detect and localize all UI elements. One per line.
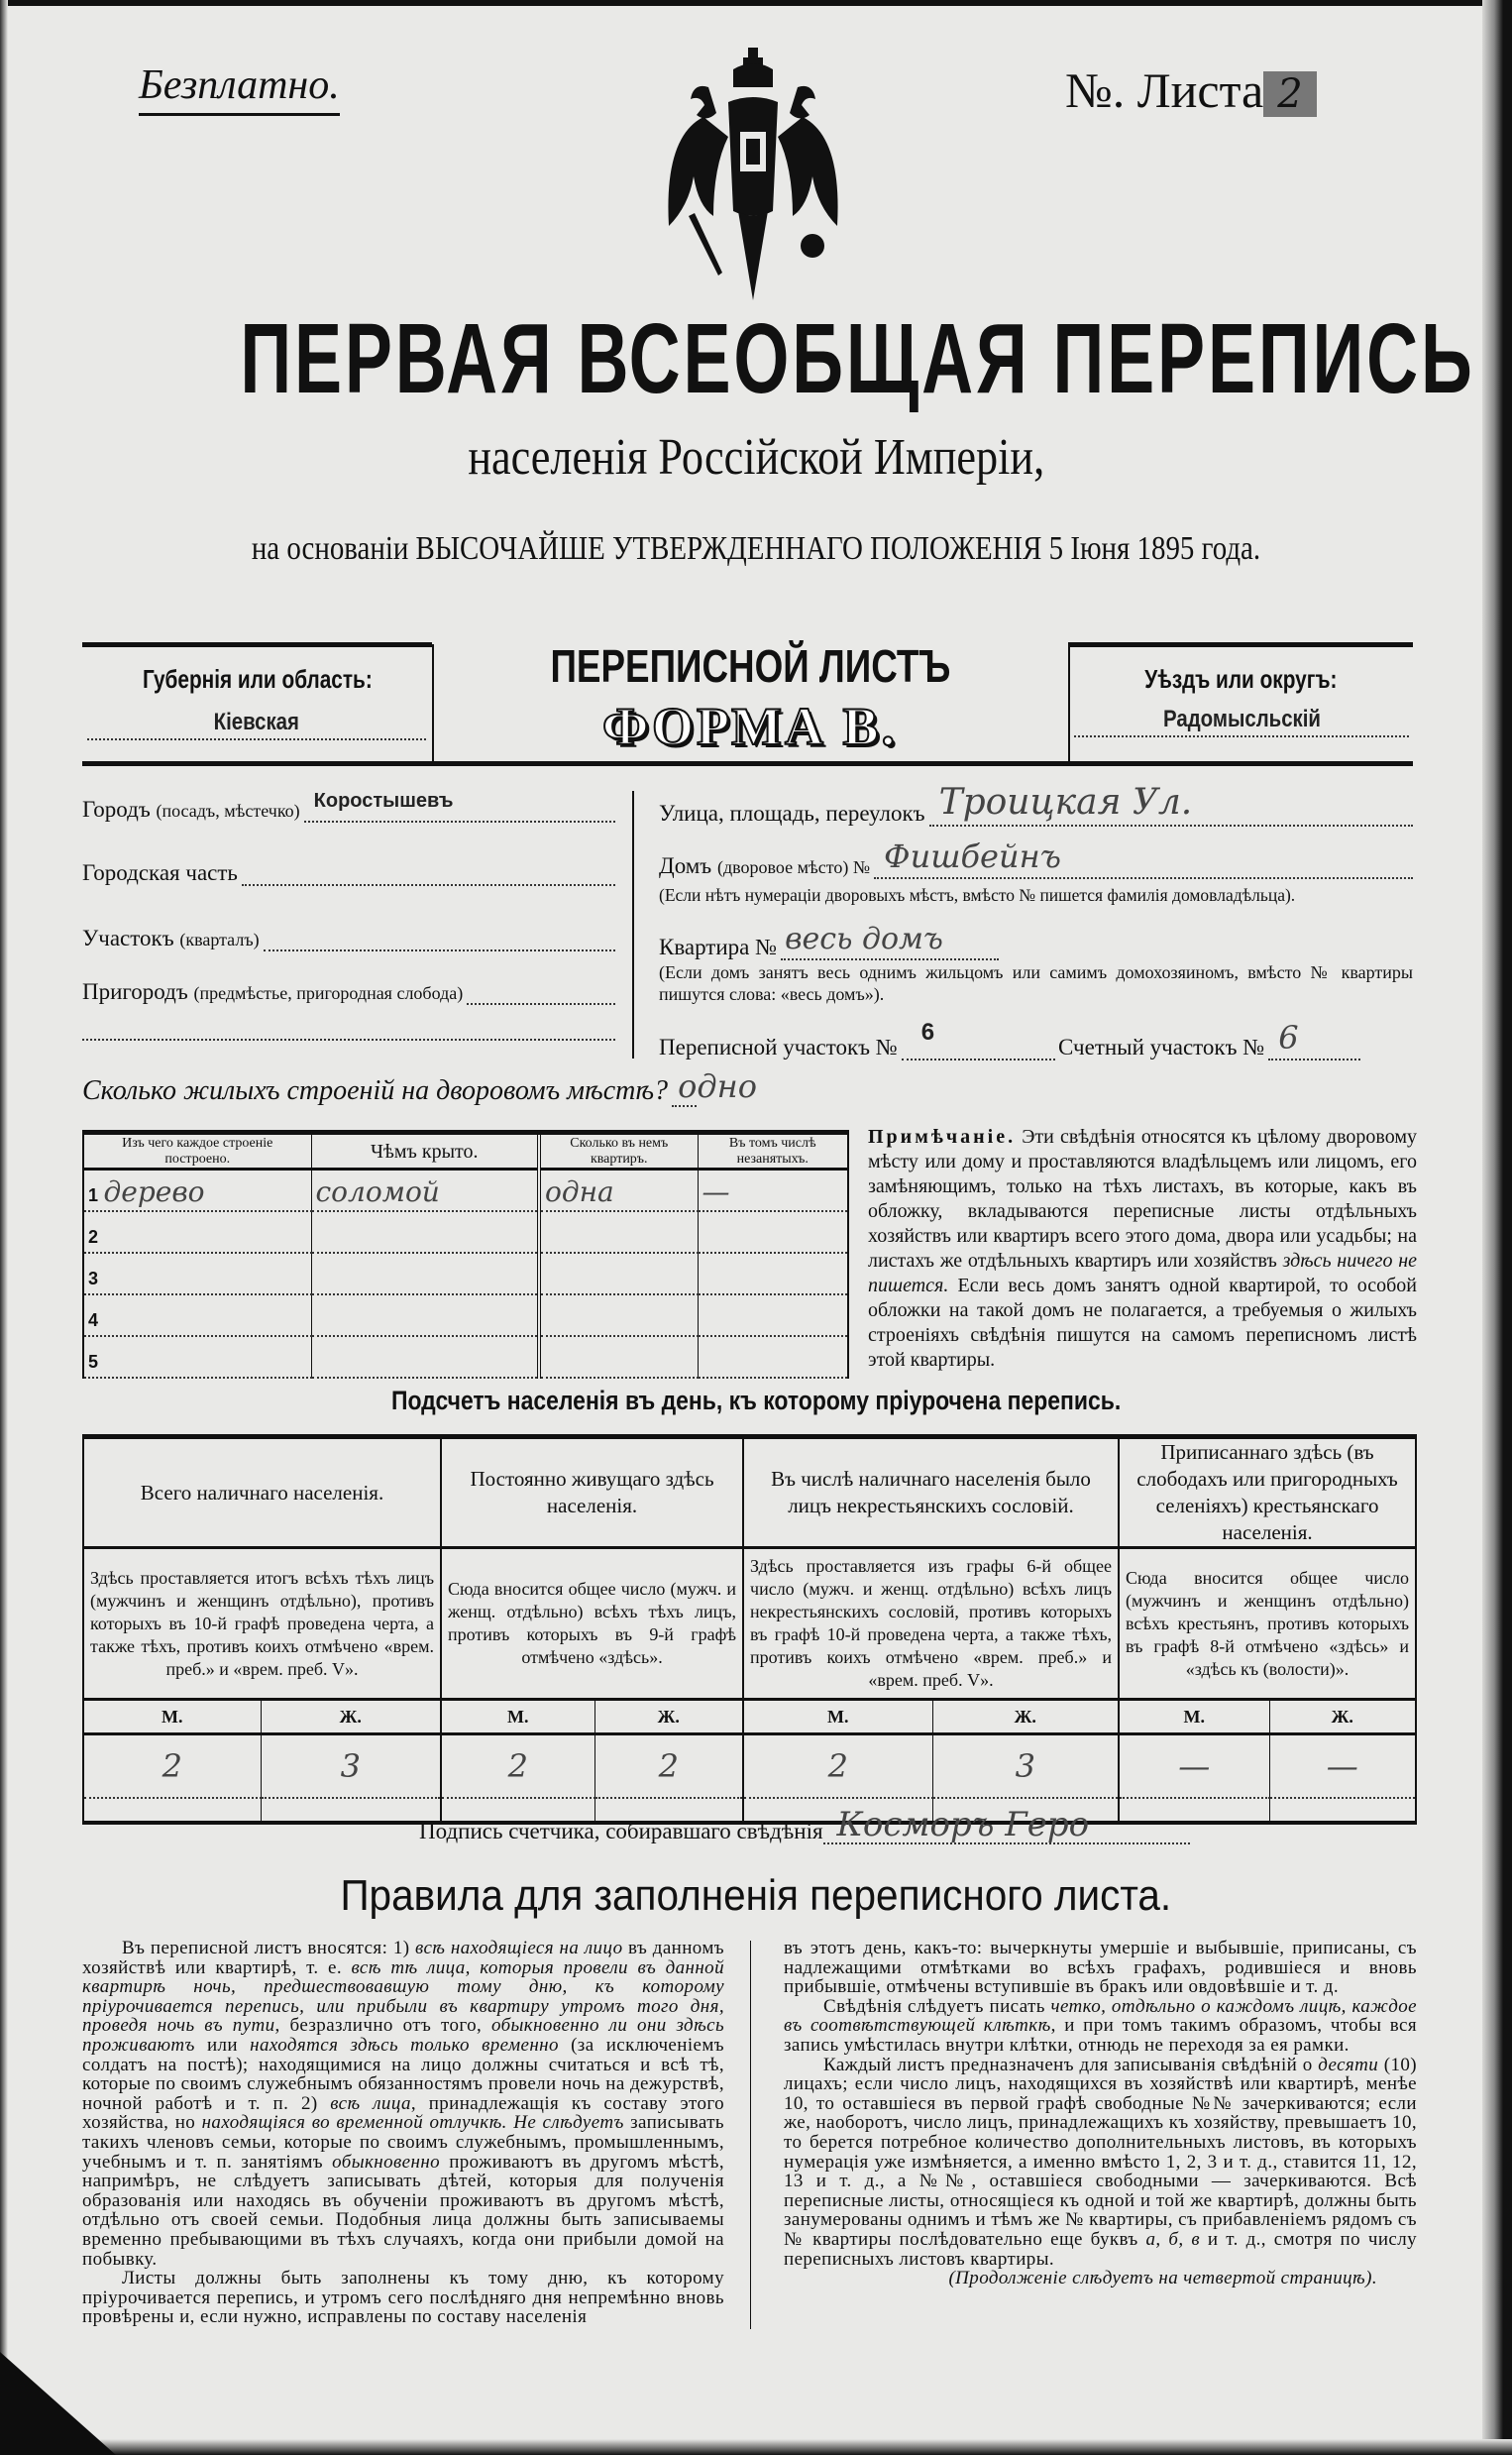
male-count-value: 2 — [162, 1747, 182, 1785]
structure-material-cell[interactable] — [83, 1170, 311, 1212]
male-count-cell[interactable] — [1119, 1734, 1269, 1799]
rules-text: Листы должны быть заполнены къ тому дню, къ которому пріурочивается перепись, и утромъ сего послѣдняго дня непремѣнно вновь провѣрены и, если нужно, исправлены по составу населенія — [82, 2268, 724, 2328]
count-column-header: Приписаннаго здѣсь (въ слободахъ или пригородныхъ селеніяхъ) крестьянскаго населенія. — [1119, 1437, 1416, 1548]
female-count-cell[interactable] — [594, 1734, 743, 1799]
structure-roof-cell[interactable] — [311, 1294, 539, 1336]
female-count-value: 3 — [340, 1747, 361, 1785]
rules-text: въ данномъ хозяйствѣ или квартирѣ, т. е. — [82, 1938, 724, 1978]
province-label: Губернія или область: — [142, 664, 373, 694]
structure-row — [83, 1211, 848, 1253]
male-label: М. — [1119, 1700, 1269, 1734]
district-value: Радомысльскій — [1162, 706, 1321, 732]
rules-column-divider — [750, 1941, 751, 2329]
male-count-cell[interactable] — [83, 1734, 261, 1799]
house-field[interactable] — [659, 837, 1413, 879]
legal-basis-line: на основаніи ВЫСОЧАЙШЕ УТВЕРЖДЕННАГО ПОЛОЖЕНІЯ 5 Іюня 1895 года. — [251, 530, 1261, 567]
census-district-label: Переписной участокъ № — [659, 1035, 898, 1060]
structure-apartments-cell[interactable] — [539, 1253, 698, 1294]
blank-cell — [1269, 1798, 1416, 1823]
female-label: Ж. — [594, 1700, 743, 1734]
count-column-header: Постоянно живущаго здѣсь населенія. — [441, 1437, 743, 1548]
province-value: Кіевская — [213, 709, 300, 735]
signature-value: Косморъ Геро — [836, 1805, 1090, 1844]
structure-roof-cell[interactable] — [311, 1253, 539, 1294]
structure-apartments-value: одна — [545, 1175, 614, 1208]
row-number: 1 — [88, 1185, 99, 1205]
street-field[interactable] — [659, 782, 1413, 827]
male-label: М. — [441, 1700, 594, 1734]
structure-vacant-cell[interactable] — [698, 1170, 848, 1212]
box-top-rule-right — [1068, 642, 1413, 647]
structure-apartments-cell[interactable] — [539, 1170, 698, 1212]
structure-row — [83, 1294, 848, 1336]
population-count-table — [82, 1434, 1417, 1825]
male-count-value: 2 — [827, 1747, 848, 1785]
structures-answer: одно — [678, 1067, 757, 1105]
torn-corner — [0, 2326, 258, 2455]
structure-vacant-cell[interactable] — [698, 1253, 848, 1294]
precinct-label: Участокъ — [82, 926, 174, 950]
apartment-label: Квартира № — [659, 935, 778, 959]
signature-label: Подпись счетчика, собиравшаго свѣдѣнія — [419, 1819, 823, 1843]
sheet-number-label: №. Листа — [1065, 62, 1264, 118]
blank-line — [82, 1039, 615, 1041]
female-count-cell[interactable] — [261, 1734, 441, 1799]
note-text: Эти свѣдѣнія относятся къ цѣлому дворовому мѣсту или дому и проставляются владѣльцемъ или лицомъ, его замѣняющимъ, только на тѣхъ листахъ, въ которые, какъ въ обложку, вкладываются переписные листы отдѣльныхъ хозяйствъ или квартиръ всего этого дома, двора или усадьбы; на листахъ же отдѣльныхъ квартиръ или хозяйствъ — [868, 1126, 1417, 1272]
structure-apartments-cell[interactable] — [539, 1211, 698, 1253]
rules-emphasis: обыкновенно — [332, 2151, 441, 2173]
note-lead: Примѣчаніе. — [868, 1126, 1017, 1148]
city-part-field[interactable] — [82, 852, 615, 886]
population-count-title: Подсчетъ населенія въ день, къ которому пріурочена перепись. — [390, 1386, 1122, 1415]
rules-text: , безразлично отъ того, — [274, 2015, 491, 2037]
structure-roof-value: соломой — [315, 1175, 440, 1208]
structures-note — [868, 1125, 1417, 1373]
apartment-field[interactable] — [659, 922, 1095, 960]
rules-paragraph — [784, 1939, 1417, 1997]
rules-right-column — [784, 1939, 1417, 2288]
free-of-charge-label: Безплатно. — [139, 61, 340, 116]
rules-emphasis: обыкновенно ли они здѣсь проживаютъ — [82, 2015, 725, 2056]
female-count-value: 3 — [1015, 1747, 1035, 1785]
house-note: (Если нѣтъ нумераціи дворовыхъ мѣстъ, вмѣсто № пишется фамилія домовладѣльца). — [659, 885, 1296, 905]
scan-edge-bottom — [0, 2439, 1512, 2455]
structure-vacant-cell[interactable] — [698, 1336, 848, 1378]
census-subtitle: населенія Россійской Имперіи, — [468, 429, 1044, 486]
house-label: Домъ — [659, 853, 712, 878]
rules-text: Свѣдѣнія слѣдуетъ писать — [823, 1995, 1051, 2017]
rules-text: или — [194, 2034, 251, 2056]
rules-emphasis: всѣ находящіеся на лицо — [415, 1938, 623, 1958]
row-number: 4 — [88, 1310, 99, 1330]
scan-edge-top — [0, 0, 1512, 6]
rules-emphasis: всѣ тѣ лица, которыя провели въ данной квартирѣ ночь, предшествовавшую тому дню, къ которому пріурочивается перепись, или прибыли въ квартиру утромъ того дня, проведя ночь въ пути — [82, 1956, 724, 2037]
census-district-value: 6 — [920, 1019, 935, 1046]
structures-answer-field[interactable] — [672, 1067, 757, 1107]
precinct-field[interactable] — [82, 918, 615, 951]
structures-question-text: Сколько жилыхъ строеній на дворовомъ мѣстѣ? — [82, 1075, 669, 1106]
rules-emphasis: десяти — [1318, 2054, 1379, 2075]
rules-title: Правила для заполненія переписного листа. — [340, 1871, 1172, 1920]
city-field[interactable] — [82, 789, 615, 823]
box-top-rule-left — [82, 642, 432, 647]
city-label: Городъ — [82, 797, 151, 822]
form-name: ФОРМА В. — [602, 697, 898, 756]
female-count-value: 2 — [658, 1747, 679, 1785]
structure-roof-cell[interactable] — [311, 1211, 539, 1253]
structure-vacant-cell[interactable] — [698, 1211, 848, 1253]
structure-roof-cell[interactable] — [311, 1336, 539, 1378]
rules-left-column — [82, 1939, 724, 2327]
structure-material-cell[interactable] — [83, 1336, 311, 1378]
female-count-cell[interactable] — [932, 1734, 1119, 1799]
city-hint: (посадъ, мѣстечко) — [156, 801, 300, 821]
sheet-number — [1065, 61, 1317, 119]
rules-emphasis: четко, отдѣльно о каждомъ лицѣ, каждое въ соотвѣтствующей клѣткѣ — [784, 1995, 1417, 2037]
header-material: Изъ чего каждое строеніе построено. — [83, 1133, 311, 1170]
rules-text: , и при томъ такимъ образомъ, чтобы вся запись умѣстилась внутри клѣтки, отнюдь не переходя за ея рамки. — [784, 2015, 1417, 2056]
rules-text: Въ переписной листъ вносятся: 1) — [122, 1938, 416, 1958]
structures-question — [82, 1067, 757, 1107]
blank-cell — [261, 1798, 441, 1823]
street-label: Улица, площадь, переулокъ — [659, 801, 925, 826]
female-label: Ж. — [932, 1700, 1119, 1734]
blank-cell — [83, 1798, 261, 1823]
suburb-field[interactable] — [82, 971, 615, 1005]
apartment-note: (Если домъ занятъ весь однимъ жильцомъ или самимъ домохозяиномъ, вмѣсто № квартиры пишутся слова: «весь домъ»). — [659, 962, 1413, 1004]
city-value: Коростышевъ — [313, 790, 454, 812]
house-hint: (дворовое мѣсто) № — [716, 857, 871, 877]
province-field[interactable] — [87, 709, 426, 740]
rules-paragraph — [82, 2269, 724, 2327]
row-number: 5 — [88, 1352, 99, 1372]
district-label: Уѣздъ или округъ: — [1143, 664, 1338, 694]
rules-text: и т. д., смотря по числу переписныхъ листовъ квартиры. — [784, 2228, 1417, 2270]
count-column-description: Сюда вносится общее число (мужчинъ и женщинъ отдѣльно) всѣхъ крестьянъ, противъ которыхъ въ графѣ 8-й отмѣчено «здѣсь» и «здѣсь къ (волости)». — [1119, 1548, 1416, 1700]
structures-table — [82, 1130, 849, 1379]
rules-text: , принадлежащія къ составу этого хозяйства, но — [82, 2092, 724, 2134]
rules-text: въ этотъ день, какъ-то: вычеркнуты умершіе и выбывшіе, приписаны, съ надлежащими отмѣтками во всѣхъ графахъ, родившіеся и вновь прибывшіе, отмѣчены вступившіе въ бракъ или овдовѣвшіе и т. д. — [784, 1938, 1417, 1998]
header-roof: Чѣмъ крыто. — [311, 1133, 539, 1170]
structure-apartments-cell[interactable] — [539, 1294, 698, 1336]
structure-row — [83, 1336, 848, 1378]
note-text: Если весь домъ занятъ одной квартирой, то особой обложки на такой домъ не полагается, а требуемыя о жилыхъ строеніяхъ свѣдѣнія пишутся на самомъ переписномъ листѣ этой квартиры. — [868, 1275, 1417, 1371]
rules-text: записывать такихъ членовъ семьи, которые по своимъ служебнымъ, промышленнымъ, учебнымъ и т. п. занятіямъ — [82, 2112, 724, 2173]
male-label: М. — [83, 1700, 261, 1734]
structure-roof-cell[interactable] — [311, 1170, 539, 1212]
rules-text: (10) лицахъ; если число лицъ, находящихся въ хозяйствѣ или квартирѣ, менѣе 10, то оставшіеся въ первой графѣ свободные №№ зачеркиваются; если же, наоборотъ, число лицъ, принадлежащихъ къ хозяйству, превышаетъ 10, то берется потребное количество дополнительныхъ листовъ, въ которыхъ нумерація уже измѣняется, а именно вмѣсто 1, 2, 3 и т. д., ставится 11, 12, 13 и т. д., а №№, оставшіеся свободными — зачеркиваются. Всѣ переписные листы, относящіеся къ одной и той же квартирѣ, должны быть занумерованы однимъ и тѣмъ же № квартиры, съ прибавленіемъ рядомъ съ № квартиры послѣдовательно еще буквъ — [784, 2054, 1418, 2250]
precinct-hint: (кварталъ) — [179, 930, 260, 949]
address-divider — [632, 791, 634, 1059]
rules-emphasis: находящіяся во временной отлучкѣ. Не слѣдуетъ — [201, 2112, 624, 2134]
district-field[interactable] — [1074, 706, 1409, 737]
rules-paragraph — [784, 1997, 1417, 2056]
house-value: Фишбейнъ — [884, 837, 1061, 875]
structure-row — [83, 1170, 848, 1212]
count-column-header: Въ числѣ наличнаго населенія было лицъ некрестьянскихъ сословій. — [743, 1437, 1119, 1548]
structure-material-cell[interactable] — [83, 1294, 311, 1336]
rules-text: проживаютъ въ другомъ мѣстѣ, напримѣръ, не слѣдуетъ записывать дѣтей, которыя для полученія образованія или находясь въ обученіи проживаютъ въ другомъ мѣстѣ, отдѣльно отъ своей семьи. Подобныя лица должны быть записываемы временно пребывающими въ тѣхъ случаяхъ, когда они прибыли домой на побывку. — [82, 2151, 724, 2270]
street-value: Троицкая Ул. — [938, 782, 1193, 823]
structure-material-value: дерево — [103, 1175, 205, 1208]
box-bottom-rule — [82, 761, 1413, 766]
enumerator-signature — [419, 1805, 1190, 1844]
suburb-hint: (предмѣстье, пригородная слобода) — [193, 983, 464, 1003]
structures-table-header — [83, 1133, 848, 1170]
structure-material-cell[interactable] — [83, 1253, 311, 1294]
rules-paragraph — [82, 1939, 724, 2269]
female-label: Ж. — [1269, 1700, 1416, 1734]
form-title: ПЕРЕПИСНОЙ ЛИСТЪ — [550, 640, 950, 692]
rules-emphasis: находятся здѣсь только временно — [250, 2034, 559, 2056]
rules-emphasis: а, б, в — [1145, 2228, 1201, 2250]
female-count-cell[interactable] — [1269, 1734, 1416, 1799]
row-number: 3 — [88, 1269, 99, 1288]
count-district-label: Счетный участокъ № — [1058, 1035, 1265, 1060]
female-label: Ж. — [261, 1700, 441, 1734]
structure-material-cell[interactable] — [83, 1211, 311, 1253]
census-title: ПЕРВАЯ ВСЕОБЩАЯ ПЕРЕПИСЬ — [240, 303, 1475, 414]
count-column-header: Всего наличнаго населенія. — [83, 1437, 441, 1548]
rules-paragraph — [784, 2056, 1417, 2270]
structure-row — [83, 1253, 848, 1294]
header-vacant: Въ томъ числѣ незанятыхъ. — [698, 1133, 848, 1170]
female-count-value: — — [1326, 1747, 1358, 1785]
rules-emphasis: всѣ лица — [330, 2092, 411, 2114]
signature-field[interactable] — [823, 1805, 1190, 1844]
count-column-description: Здѣсь проставляется изъ графы 6-й общее число (мужч. и женщ. отдѣльно) всѣхъ лицъ некрестьянскихъ сословій, противъ которыхъ въ графѣ 10-й проведена черта, а также тѣхъ, противъ коихъ отмѣчено «врем. преб.» и «врем. преб. V». — [743, 1548, 1119, 1700]
row-number: 2 — [88, 1227, 99, 1247]
count-column-description: Сюда вносится общее число (мужч. и женщ. отдѣльно) всѣхъ тѣхъ лицъ, противъ которыхъ въ 9-й графѣ отмѣчено «здѣсь». — [441, 1548, 743, 1700]
rules-text: (за исключеніемъ солдатъ на постѣ); находящимися на лицо должны считаться и всѣ тѣ, которые по своимъ служебнымъ обязанностямъ провели ночь на дежурствѣ, ночной работѣ и т. п. 2) — [82, 2034, 724, 2114]
count-district-field[interactable] — [1058, 1019, 1360, 1060]
male-count-cell[interactable] — [743, 1734, 932, 1799]
male-label: М. — [743, 1700, 932, 1734]
suburb-label: Пригородъ — [82, 979, 188, 1004]
double-headed-eagle-emblem — [649, 48, 857, 305]
rules-text: Каждый листъ предназначенъ для записыванія свѣдѣній о — [823, 2054, 1319, 2075]
structure-apartments-cell[interactable] — [539, 1336, 698, 1378]
note-italic-text: здѣсь ничего не пишется. — [868, 1250, 1417, 1296]
sheet-number-value: 2 — [1263, 71, 1316, 117]
apartment-value: весь домъ — [785, 922, 943, 956]
male-count-cell[interactable] — [441, 1734, 594, 1799]
city-part-label: Городская часть — [82, 860, 238, 885]
male-count-value: 2 — [507, 1747, 528, 1785]
census-district-field[interactable] — [659, 1019, 1055, 1060]
box-divider — [1068, 644, 1070, 763]
structure-vacant-cell[interactable] — [698, 1294, 848, 1336]
structure-vacant-value: — — [702, 1175, 730, 1208]
count-district-value: 6 — [1278, 1019, 1299, 1057]
count-column-description: Здѣсь проставляется итогъ всѣхъ тѣхъ лицъ (мужчинъ и женщинъ отдѣльно), противъ которыхъ въ 10-й графѣ проведена черта, а также тѣхъ, противъ коихъ отмѣчено «врем. преб.» и «врем. преб. V». — [83, 1548, 441, 1700]
male-count-value: — — [1178, 1747, 1211, 1785]
header-apartments: Сколько въ немъ квартиръ. — [539, 1133, 698, 1170]
continued-note: (Продолженіе слѣдуетъ на четвертой страницѣ). — [948, 2268, 1377, 2289]
